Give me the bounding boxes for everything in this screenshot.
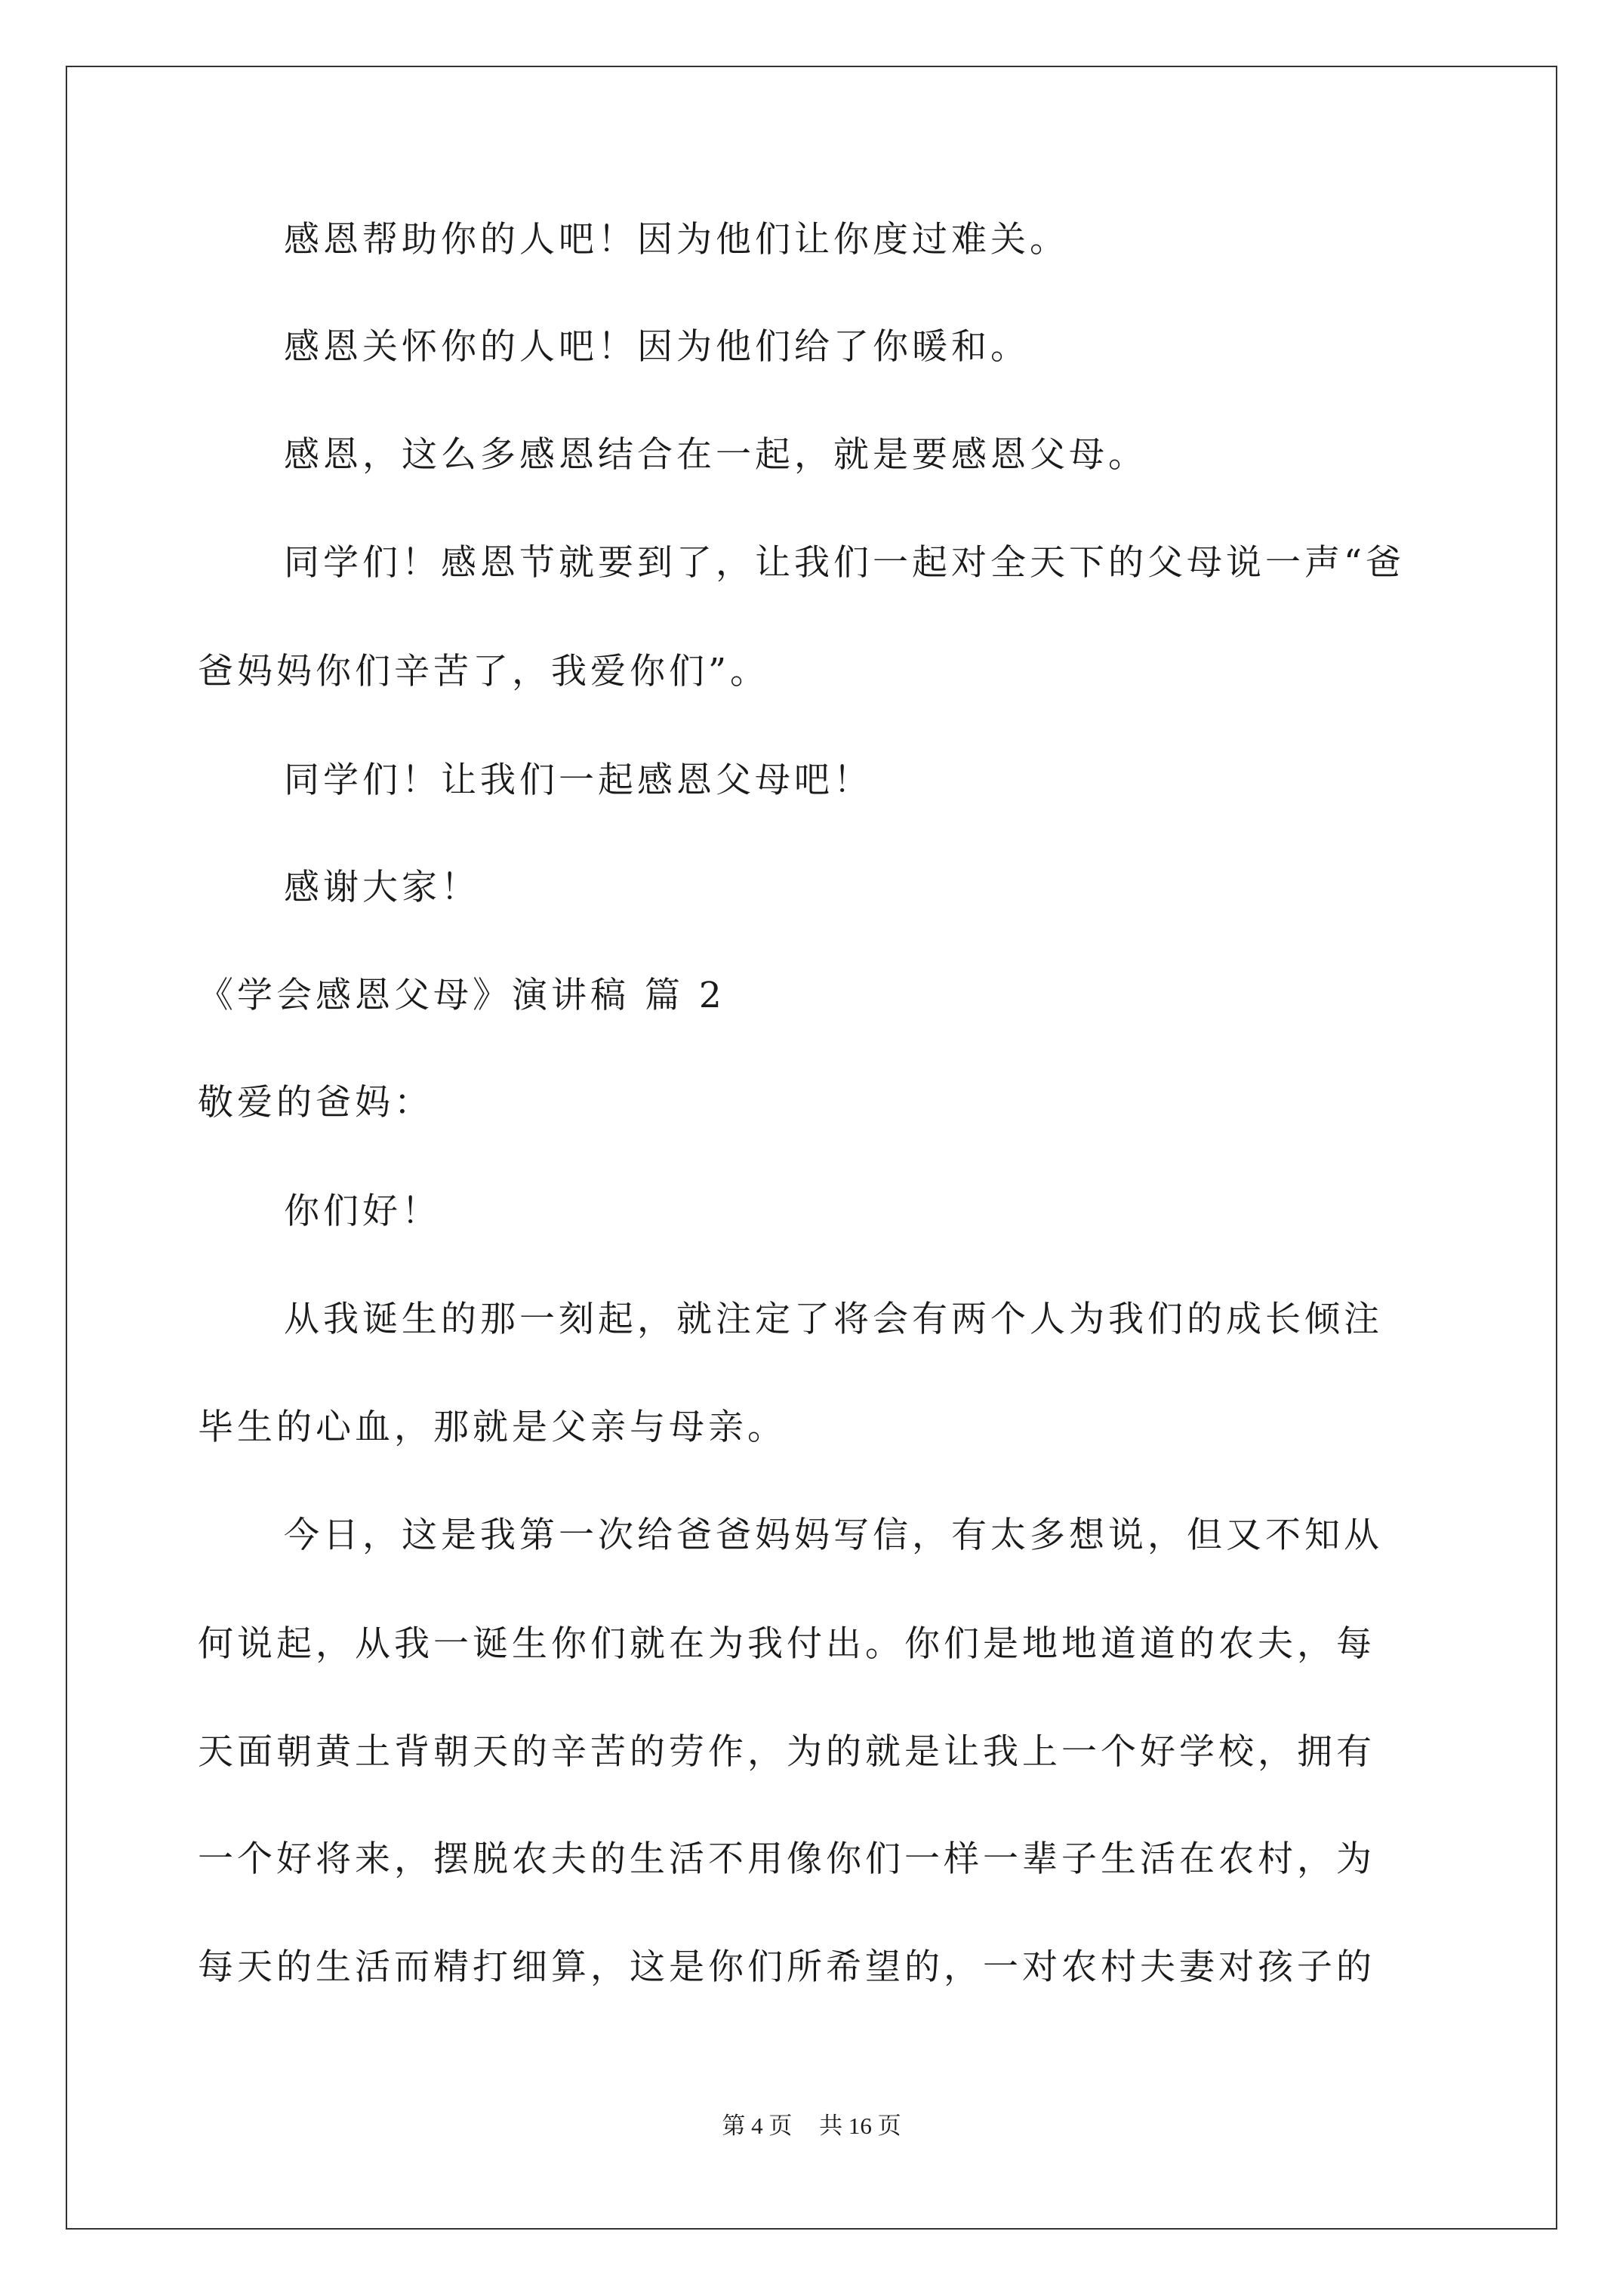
paragraph: 毕生的心血，那就是父亲与母亲。 — [198, 1407, 787, 1448]
paragraph: 爸妈妈你们辛苦了，我爱你们”。 — [198, 651, 770, 692]
paragraph: 何说起，从我一诞生你们就在为我付出。你们是地地道道的农夫，每 — [198, 1623, 1375, 1665]
page-border — [66, 66, 1557, 2230]
paragraph: 同学们！感恩节就要到了，让我们一起对全天下的父母说一声“爸 — [284, 542, 1406, 584]
paragraph: 从我诞生的那一刻起，就注定了将会有两个人为我们的成长倾注 — [284, 1299, 1383, 1340]
paragraph: 同学们！让我们一起感恩父母吧！ — [284, 760, 873, 801]
paragraph: 每天的生活而精打细算，这是你们所希望的，一对农村夫妻对孩子的 — [198, 1946, 1375, 1988]
page-number: 第 4 页 — [722, 2113, 793, 2139]
paragraph: 你们好！ — [284, 1191, 441, 1232]
paragraph: 今日，这是我第一次给爸爸妈妈写信，有太多想说，但又不知从 — [284, 1515, 1383, 1556]
paragraph: 天面朝黄土背朝天的辛苦的劳作，为的就是让我上一个好学校，拥有 — [198, 1731, 1375, 1773]
paragraph: 感恩关怀你的人吧！因为他们给了你暖和。 — [284, 326, 1030, 368]
section-heading: 《学会感恩父母》演讲稿 篇 2 — [198, 975, 725, 1016]
paragraph: 一个好将来，摆脱农夫的生活不用像你们一样一辈子生活在农村，为 — [198, 1838, 1375, 1880]
page-footer — [0, 2106, 1623, 2140]
paragraph: 感谢大家！ — [284, 867, 480, 908]
salutation: 敬爱的爸妈： — [198, 1082, 433, 1123]
paragraph: 感恩，这么多感恩结合在一起，就是要感恩父母。 — [284, 434, 1147, 476]
page-total: 共 16 页 — [819, 2113, 901, 2139]
paragraph: 感恩帮助你的人吧！因为他们让你度过难关。 — [284, 219, 1069, 260]
